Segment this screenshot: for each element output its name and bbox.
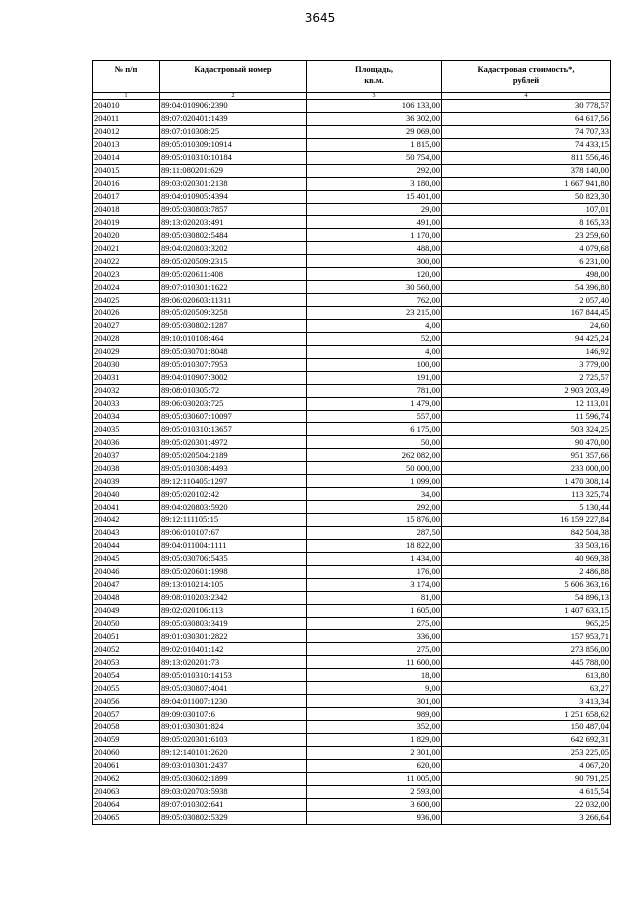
cell-cadastral-value: 1 407 633,15	[442, 604, 611, 617]
cell-cadastral-value: 253 225,05	[442, 746, 611, 759]
table-row	[93, 229, 611, 242]
table-row	[93, 539, 611, 552]
cell-index: 204057	[93, 708, 160, 721]
cell-cadastral-value: 74 433,15	[442, 138, 611, 151]
cell-area: 557,00	[307, 410, 442, 423]
cell-cadastral-value: 3 779,00	[442, 358, 611, 371]
cell-index: 204018	[93, 203, 160, 216]
cell-cadastral-value: 54 396,80	[442, 281, 611, 294]
cell-cadastral-number: 89:05:010310:14153	[160, 669, 307, 682]
cell-cadastral-value: 24,60	[442, 319, 611, 332]
cell-cadastral-value: 157 953,71	[442, 630, 611, 643]
cell-area: 762,00	[307, 294, 442, 307]
cell-cadastral-value: 4 067,20	[442, 759, 611, 772]
cell-cadastral-number: 89:05:010308:4493	[160, 462, 307, 475]
cell-area: 2 301,00	[307, 746, 442, 759]
cell-cadastral-value: 150 487,04	[442, 721, 611, 734]
cell-cadastral-number: 89:13:020203:491	[160, 216, 307, 229]
cell-area: 292,00	[307, 501, 442, 514]
cell-area: 491,00	[307, 216, 442, 229]
table-row	[93, 811, 611, 824]
cell-area: 781,00	[307, 384, 442, 397]
cell-cadastral-number: 89:05:010310:13657	[160, 423, 307, 436]
table-row	[93, 578, 611, 591]
cell-area: 1 479,00	[307, 397, 442, 410]
cell-cadastral-number: 89:01:030301:824	[160, 721, 307, 734]
table-row	[93, 423, 611, 436]
cell-cadastral-value: 233 000,00	[442, 462, 611, 475]
cell-cadastral-number: 89:03:010301:2437	[160, 759, 307, 772]
cell-cadastral-number: 89:12:140101:2620	[160, 746, 307, 759]
cell-cadastral-value: 951 357,66	[442, 449, 611, 462]
cell-index: 204025	[93, 294, 160, 307]
table-row	[93, 190, 611, 203]
cell-index: 204058	[93, 721, 160, 734]
table-row	[93, 203, 611, 216]
table-row	[93, 643, 611, 656]
table-row	[93, 798, 611, 811]
cell-area: 300,00	[307, 255, 442, 268]
cell-area: 301,00	[307, 695, 442, 708]
cell-cadastral-number: 89:02:020106:113	[160, 604, 307, 617]
cell-index: 204013	[93, 138, 160, 151]
cell-area: 1 434,00	[307, 552, 442, 565]
header-cadastral-number: Кадастровый номер	[160, 61, 307, 93]
cell-cadastral-value: 113 325,74	[442, 488, 611, 501]
header-cadastral-value: Кадастровая стоимость*, рублей	[442, 61, 611, 93]
table-row	[93, 514, 611, 527]
cell-cadastral-number: 89:07:010308:25	[160, 125, 307, 138]
table-row	[93, 384, 611, 397]
cell-cadastral-number: 89:05:020301:6103	[160, 733, 307, 746]
cell-cadastral-value: 40 969,38	[442, 552, 611, 565]
cell-index: 204048	[93, 591, 160, 604]
table-body	[93, 100, 611, 825]
cell-cadastral-number: 89:05:020504:2189	[160, 449, 307, 462]
cell-index: 204065	[93, 811, 160, 824]
cell-index: 204059	[93, 733, 160, 746]
cell-area: 23 215,00	[307, 307, 442, 320]
cell-cadastral-number: 89:13:020201:73	[160, 656, 307, 669]
column-number: 3	[307, 93, 442, 100]
cell-cadastral-number: 89:07:010301:1622	[160, 281, 307, 294]
cell-cadastral-number: 89:05:020301:4972	[160, 436, 307, 449]
cell-area: 11 005,00	[307, 772, 442, 785]
cell-index: 204063	[93, 785, 160, 798]
cell-cadastral-number: 89:05:030706:5435	[160, 552, 307, 565]
table-row	[93, 669, 611, 682]
cell-area: 275,00	[307, 617, 442, 630]
cell-index: 204040	[93, 488, 160, 501]
header-index: № п/п	[93, 61, 160, 93]
cell-cadastral-value: 642 692,31	[442, 733, 611, 746]
table-row	[93, 591, 611, 604]
cell-index: 204017	[93, 190, 160, 203]
cell-cadastral-number: 89:05:030701:8048	[160, 345, 307, 358]
cell-cadastral-number: 89:04:010907:3002	[160, 371, 307, 384]
cell-area: 292,00	[307, 164, 442, 177]
cell-area: 1 605,00	[307, 604, 442, 617]
cell-area: 34,00	[307, 488, 442, 501]
table-row	[93, 746, 611, 759]
cell-index: 204021	[93, 242, 160, 255]
cell-index: 204020	[93, 229, 160, 242]
cell-cadastral-value: 5 606 363,16	[442, 578, 611, 591]
cell-index: 204030	[93, 358, 160, 371]
cell-cadastral-value: 811 556,46	[442, 151, 611, 164]
table-row	[93, 462, 611, 475]
table-row	[93, 151, 611, 164]
cell-cadastral-number: 89:05:010309:10914	[160, 138, 307, 151]
cell-cadastral-value: 146,92	[442, 345, 611, 358]
table-row	[93, 565, 611, 578]
cell-index: 204037	[93, 449, 160, 462]
table-row	[93, 526, 611, 539]
cell-index: 204041	[93, 501, 160, 514]
table-row	[93, 501, 611, 514]
cell-cadastral-number: 89:03:020703:5938	[160, 785, 307, 798]
cell-area: 287,50	[307, 526, 442, 539]
cell-area: 936,00	[307, 811, 442, 824]
cell-cadastral-number: 89:05:020509:2315	[160, 255, 307, 268]
cell-cadastral-number: 89:13:010214:105	[160, 578, 307, 591]
cell-index: 204010	[93, 100, 160, 113]
cell-cadastral-value: 2 725,57	[442, 371, 611, 384]
cell-cadastral-number: 89:08:010305:72	[160, 384, 307, 397]
table-row	[93, 332, 611, 345]
cell-cadastral-number: 89:07:010302:641	[160, 798, 307, 811]
cell-index: 204049	[93, 604, 160, 617]
cell-index: 204062	[93, 772, 160, 785]
table-row	[93, 410, 611, 423]
cell-cadastral-number: 89:05:020601:1998	[160, 565, 307, 578]
cell-cadastral-number: 89:10:010108:464	[160, 332, 307, 345]
table-row	[93, 785, 611, 798]
table-row	[93, 100, 611, 113]
cell-area: 11 600,00	[307, 656, 442, 669]
cell-area: 620,00	[307, 759, 442, 772]
cell-cadastral-value: 445 788,00	[442, 656, 611, 669]
header-row	[93, 61, 611, 93]
cell-index: 204054	[93, 669, 160, 682]
table-row	[93, 772, 611, 785]
table-row	[93, 475, 611, 488]
cell-cadastral-value: 6 231,00	[442, 255, 611, 268]
table-row	[93, 397, 611, 410]
table-row	[93, 436, 611, 449]
table-row	[93, 708, 611, 721]
cell-area: 50 000,00	[307, 462, 442, 475]
cell-cadastral-value: 3 413,34	[442, 695, 611, 708]
cell-area: 29,00	[307, 203, 442, 216]
cell-area: 52,00	[307, 332, 442, 345]
cell-area: 352,00	[307, 721, 442, 734]
cell-cadastral-number: 89:06:030203:725	[160, 397, 307, 410]
cell-index: 204052	[93, 643, 160, 656]
cell-index: 204014	[93, 151, 160, 164]
table-row	[93, 721, 611, 734]
cell-area: 191,00	[307, 371, 442, 384]
cell-cadastral-value: 11 596,74	[442, 410, 611, 423]
cell-cadastral-value: 22 032,00	[442, 798, 611, 811]
column-number-row	[93, 93, 611, 100]
cell-index: 204023	[93, 268, 160, 281]
table-row	[93, 733, 611, 746]
cell-cadastral-number: 89:05:010310:10184	[160, 151, 307, 164]
table-row	[93, 358, 611, 371]
cell-area: 336,00	[307, 630, 442, 643]
table-row	[93, 307, 611, 320]
table-row	[93, 294, 611, 307]
cell-cadastral-value: 50 823,30	[442, 190, 611, 203]
cell-cadastral-value: 2 486,88	[442, 565, 611, 578]
cell-cadastral-value: 54 896,13	[442, 591, 611, 604]
cell-index: 204027	[93, 319, 160, 332]
cell-index: 204026	[93, 307, 160, 320]
cell-cadastral-number: 89:11:080201:629	[160, 164, 307, 177]
cell-cadastral-value: 94 425,24	[442, 332, 611, 345]
cell-cadastral-number: 89:05:030803:3419	[160, 617, 307, 630]
cell-cadastral-number: 89:05:020509:3258	[160, 307, 307, 320]
cell-cadastral-number: 89:05:030802:5329	[160, 811, 307, 824]
cell-cadastral-number: 89:04:020803:3202	[160, 242, 307, 255]
cell-cadastral-number: 89:12:110405:1297	[160, 475, 307, 488]
cell-area: 3 600,00	[307, 798, 442, 811]
cell-area: 50,00	[307, 436, 442, 449]
header-area: Площадь, кв.м.	[307, 61, 442, 93]
cell-cadastral-number: 89:04:011007:1230	[160, 695, 307, 708]
cell-area: 36 302,00	[307, 112, 442, 125]
cell-area: 18 822,00	[307, 539, 442, 552]
table-row	[93, 488, 611, 501]
cell-index: 204043	[93, 526, 160, 539]
cell-cadastral-number: 89:09:030107:6	[160, 708, 307, 721]
cell-index: 204053	[93, 656, 160, 669]
cell-area: 4,00	[307, 319, 442, 332]
cell-cadastral-number: 89:04:020803:5920	[160, 501, 307, 514]
cell-index: 204011	[93, 112, 160, 125]
cell-index: 204024	[93, 281, 160, 294]
cell-cadastral-number: 89:05:030602:1899	[160, 772, 307, 785]
table-row	[93, 449, 611, 462]
cell-cadastral-number: 89:02:010401:142	[160, 643, 307, 656]
cell-cadastral-value: 30 778,57	[442, 100, 611, 113]
cell-area: 3 180,00	[307, 177, 442, 190]
cell-index: 204045	[93, 552, 160, 565]
cell-index: 204050	[93, 617, 160, 630]
cell-index: 204044	[93, 539, 160, 552]
cell-area: 488,00	[307, 242, 442, 255]
cell-cadastral-value: 842 504,38	[442, 526, 611, 539]
cell-area: 2 593,00	[307, 785, 442, 798]
cell-cadastral-value: 90 470,00	[442, 436, 611, 449]
cell-area: 15 401,00	[307, 190, 442, 203]
cell-index: 204056	[93, 695, 160, 708]
cell-cadastral-number: 89:05:030803:7857	[160, 203, 307, 216]
cell-index: 204028	[93, 332, 160, 345]
cell-area: 176,00	[307, 565, 442, 578]
cell-cadastral-number: 89:04:010905:4394	[160, 190, 307, 203]
cell-area: 3 174,00	[307, 578, 442, 591]
table-row	[93, 345, 611, 358]
cell-cadastral-value: 378 140,00	[442, 164, 611, 177]
cell-cadastral-value: 33 503,16	[442, 539, 611, 552]
cell-area: 1 099,00	[307, 475, 442, 488]
cell-cadastral-number: 89:05:020102:42	[160, 488, 307, 501]
cell-cadastral-number: 89:04:011004:1111	[160, 539, 307, 552]
cell-area: 120,00	[307, 268, 442, 281]
cell-cadastral-value: 965,25	[442, 617, 611, 630]
table-row	[93, 216, 611, 229]
cell-cadastral-value: 5 130,44	[442, 501, 611, 514]
cell-area: 9,00	[307, 682, 442, 695]
cell-index: 204019	[93, 216, 160, 229]
table-row	[93, 281, 611, 294]
table-row	[93, 319, 611, 332]
column-number: 1	[93, 93, 160, 100]
column-number: 4	[442, 93, 611, 100]
cell-cadastral-value: 12 113,01	[442, 397, 611, 410]
table-row	[93, 759, 611, 772]
cell-cadastral-value: 613,80	[442, 669, 611, 682]
table-row	[93, 164, 611, 177]
cell-index: 204016	[93, 177, 160, 190]
cell-index: 204055	[93, 682, 160, 695]
cell-cadastral-value: 1 470 308,14	[442, 475, 611, 488]
cell-index: 204038	[93, 462, 160, 475]
cell-cadastral-value: 3 266,64	[442, 811, 611, 824]
table-row	[93, 138, 611, 151]
cell-index: 204046	[93, 565, 160, 578]
cell-area: 275,00	[307, 643, 442, 656]
cell-index: 204034	[93, 410, 160, 423]
cell-area: 15 876,00	[307, 514, 442, 527]
cell-cadastral-value: 90 791,25	[442, 772, 611, 785]
cell-area: 262 082,00	[307, 449, 442, 462]
cell-cadastral-number: 89:03:020301:2138	[160, 177, 307, 190]
table-row	[93, 112, 611, 125]
cell-index: 204032	[93, 384, 160, 397]
cell-index: 204064	[93, 798, 160, 811]
cell-cadastral-number: 89:12:111105:15	[160, 514, 307, 527]
cell-cadastral-number: 89:05:030607:10097	[160, 410, 307, 423]
cell-index: 204015	[93, 164, 160, 177]
cell-cadastral-value: 1 251 658,62	[442, 708, 611, 721]
cell-cadastral-value: 498,00	[442, 268, 611, 281]
cell-index: 204060	[93, 746, 160, 759]
cell-cadastral-number: 89:05:010307:7953	[160, 358, 307, 371]
table-row	[93, 695, 611, 708]
cell-cadastral-value: 74 707,33	[442, 125, 611, 138]
table-row	[93, 617, 611, 630]
cell-index: 204039	[93, 475, 160, 488]
cell-area: 6 175,00	[307, 423, 442, 436]
cell-cadastral-number: 89:05:030802:1287	[160, 319, 307, 332]
cell-cadastral-number: 89:01:030301:2822	[160, 630, 307, 643]
cell-area: 1 170,00	[307, 229, 442, 242]
table-row	[93, 371, 611, 384]
cell-cadastral-number: 89:06:020603:11311	[160, 294, 307, 307]
cell-area: 1 829,00	[307, 733, 442, 746]
cell-index: 204047	[93, 578, 160, 591]
cell-cadastral-value: 4 079,68	[442, 242, 611, 255]
cell-cadastral-value: 4 615,54	[442, 785, 611, 798]
cell-cadastral-value: 1 667 941,80	[442, 177, 611, 190]
cell-index: 204031	[93, 371, 160, 384]
cell-area: 81,00	[307, 591, 442, 604]
cell-index: 204042	[93, 514, 160, 527]
cell-area: 18,00	[307, 669, 442, 682]
cadastral-table	[92, 60, 611, 825]
cell-cadastral-value: 107,01	[442, 203, 611, 216]
table-row	[93, 255, 611, 268]
cell-cadastral-number: 89:05:020611:408	[160, 268, 307, 281]
table-row	[93, 125, 611, 138]
table-row	[93, 656, 611, 669]
cell-cadastral-value: 167 844,45	[442, 307, 611, 320]
cell-area: 1 815,00	[307, 138, 442, 151]
table-row	[93, 242, 611, 255]
table-row	[93, 268, 611, 281]
cell-cadastral-value: 23 259,60	[442, 229, 611, 242]
table-row	[93, 682, 611, 695]
cell-cadastral-number: 89:06:010107:67	[160, 526, 307, 539]
cell-cadastral-number: 89:07:020401:1439	[160, 112, 307, 125]
cell-index: 204022	[93, 255, 160, 268]
cell-index: 204036	[93, 436, 160, 449]
cell-cadastral-number: 89:05:030802:5484	[160, 229, 307, 242]
cell-cadastral-value: 503 324,25	[442, 423, 611, 436]
cell-cadastral-value: 273 856,00	[442, 643, 611, 656]
cell-cadastral-value: 63,27	[442, 682, 611, 695]
cell-index: 204051	[93, 630, 160, 643]
cell-index: 204033	[93, 397, 160, 410]
cell-index: 204035	[93, 423, 160, 436]
table-row	[93, 177, 611, 190]
cell-area: 100,00	[307, 358, 442, 371]
cell-area: 29 069,00	[307, 125, 442, 138]
cell-index: 204029	[93, 345, 160, 358]
cell-cadastral-number: 89:05:030807:4041	[160, 682, 307, 695]
table-row	[93, 604, 611, 617]
cell-cadastral-number: 89:04:010906:2390	[160, 100, 307, 113]
column-number: 2	[160, 93, 307, 100]
cell-area: 106 133,00	[307, 100, 442, 113]
cell-cadastral-value: 16 159 227,84	[442, 514, 611, 527]
table-row	[93, 552, 611, 565]
cell-cadastral-number: 89:08:010203:2342	[160, 591, 307, 604]
cell-area: 50 754,00	[307, 151, 442, 164]
page-number: 3645	[304, 11, 336, 25]
table-row	[93, 630, 611, 643]
cell-cadastral-value: 2 057,40	[442, 294, 611, 307]
cell-cadastral-value: 2 903 203,49	[442, 384, 611, 397]
cell-index: 204012	[93, 125, 160, 138]
cell-cadastral-value: 64 617,56	[442, 112, 611, 125]
cell-area: 989,00	[307, 708, 442, 721]
cell-cadastral-value: 8 165,33	[442, 216, 611, 229]
cell-area: 30 560,00	[307, 281, 442, 294]
cell-area: 4,00	[307, 345, 442, 358]
cell-index: 204061	[93, 759, 160, 772]
